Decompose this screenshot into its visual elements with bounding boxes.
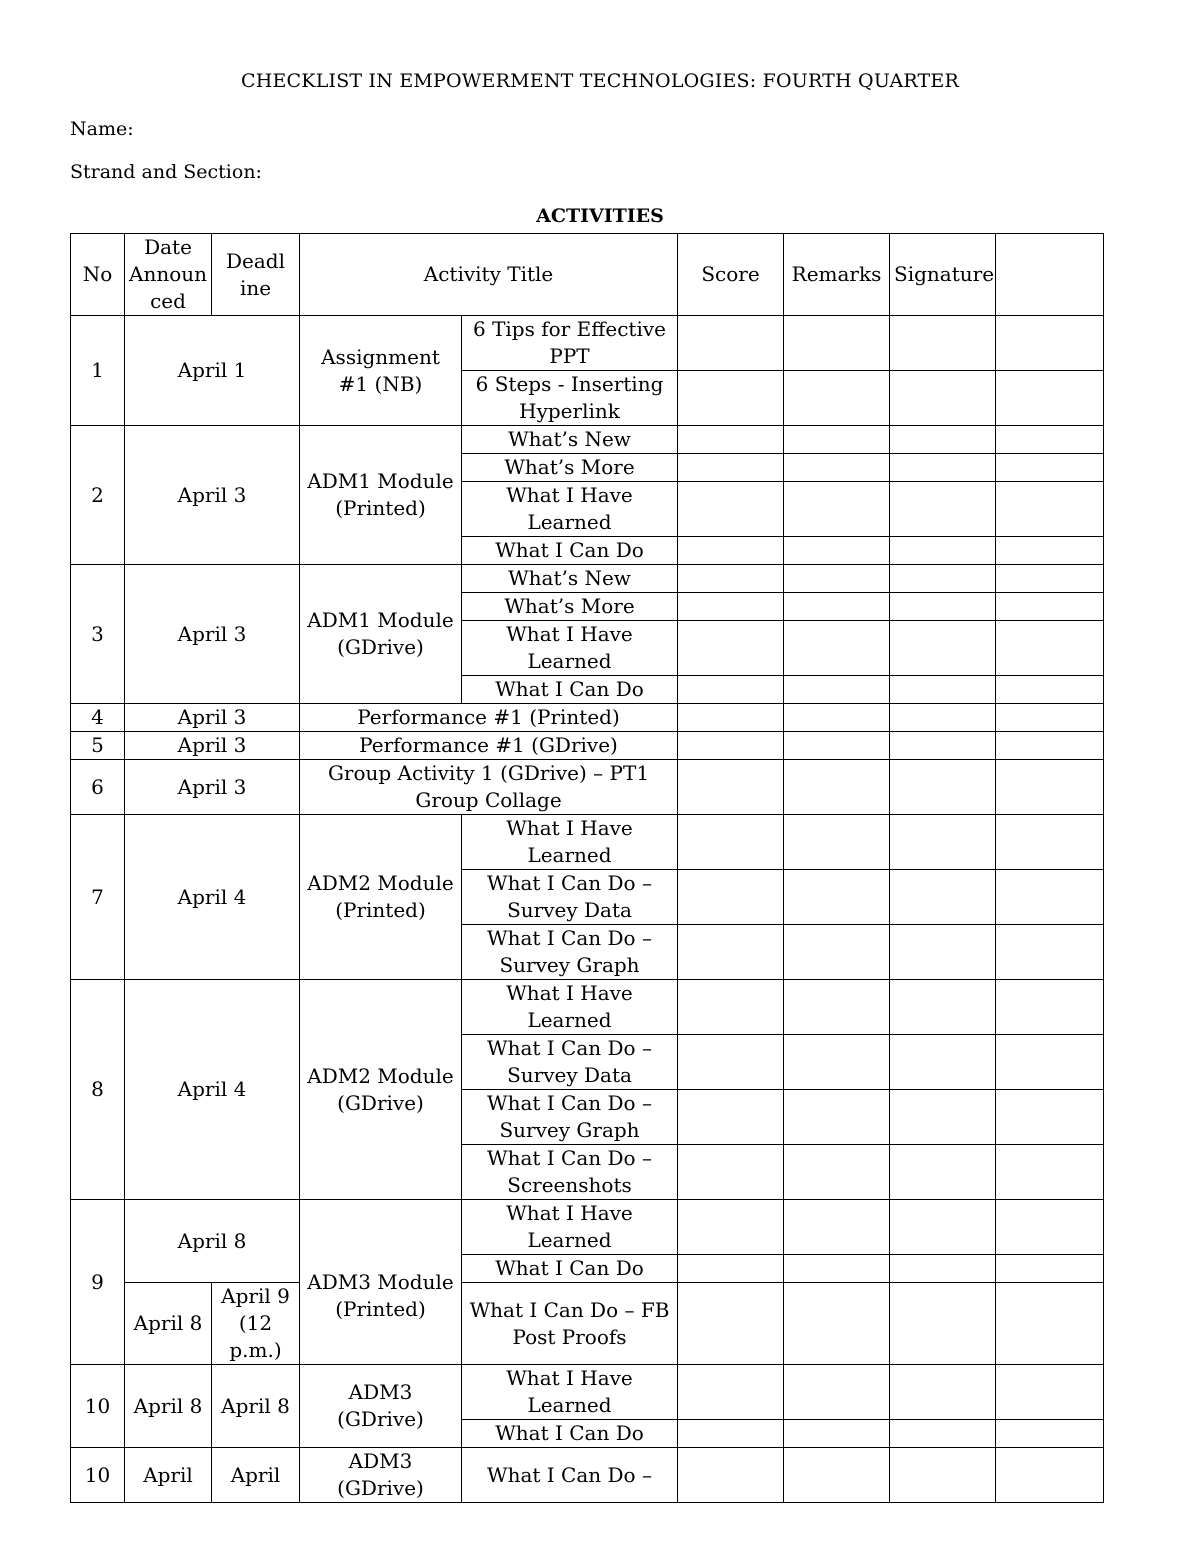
row-number: 9: [71, 1200, 125, 1365]
activity-subtitle: What I Can Do – Survey Graph: [462, 925, 678, 980]
blank-cell[interactable]: [996, 371, 1104, 426]
remarks-cell[interactable]: [784, 925, 890, 980]
activity-subtitle: What I Can Do – Screenshots: [462, 1145, 678, 1200]
remarks-cell[interactable]: [784, 454, 890, 482]
remarks-cell[interactable]: [784, 760, 890, 815]
score-cell[interactable]: [678, 704, 784, 732]
activity-subtitle: What I Can Do: [462, 537, 678, 565]
row-date: April 3: [125, 426, 300, 565]
signature-cell[interactable]: [890, 1035, 996, 1090]
activity-category: ADM1 Module (GDrive): [300, 565, 462, 704]
remarks-cell[interactable]: [784, 704, 890, 732]
remarks-cell[interactable]: [784, 426, 890, 454]
activity-subtitle: What I Have Learned: [462, 1200, 678, 1255]
activity-subtitle: What I Have Learned: [462, 621, 678, 676]
activity-title: Group Activity 1 (GDrive) – PT1 Group Collage: [300, 760, 678, 815]
row-number: 2: [71, 426, 125, 565]
blank-cell[interactable]: [996, 732, 1104, 760]
header-date-announced: Date Announ ced: [125, 234, 212, 316]
name-label: Name:: [70, 118, 134, 140]
header-activity-title: Activity Title: [300, 234, 678, 316]
activity-subtitle: What I Have Learned: [462, 1365, 678, 1420]
activities-table: [70, 233, 1104, 1503]
row-number: 6: [71, 760, 125, 815]
remarks-cell[interactable]: [784, 593, 890, 621]
row-date: April 3: [125, 704, 300, 732]
blank-cell[interactable]: [996, 1200, 1104, 1255]
activity-subtitle: What I Can Do –: [462, 1448, 678, 1503]
remarks-cell[interactable]: [784, 316, 890, 371]
table-row: [71, 426, 1104, 454]
score-cell[interactable]: [678, 1283, 784, 1365]
remarks-cell[interactable]: [784, 676, 890, 704]
remarks-cell[interactable]: [784, 1035, 890, 1090]
activity-subtitle: What I Can Do – Survey Data: [462, 1035, 678, 1090]
blank-cell[interactable]: [996, 870, 1104, 925]
strand-section-label: Strand and Section:: [70, 161, 262, 183]
blank-cell[interactable]: [996, 676, 1104, 704]
signature-cell[interactable]: [890, 925, 996, 980]
remarks-cell[interactable]: [784, 815, 890, 870]
activity-subtitle: What I Have Learned: [462, 482, 678, 537]
table-row: [71, 1448, 1104, 1503]
score-cell[interactable]: [678, 980, 784, 1035]
activity-subtitle: What’s More: [462, 593, 678, 621]
table-row: [71, 815, 1104, 870]
row-date: April 4: [125, 980, 300, 1200]
row-date: April 4: [125, 815, 300, 980]
blank-cell[interactable]: [996, 980, 1104, 1035]
score-cell[interactable]: [678, 371, 784, 426]
score-cell[interactable]: [678, 426, 784, 454]
signature-cell[interactable]: [890, 1255, 996, 1283]
activity-category: ADM3 Module (Printed): [300, 1200, 462, 1365]
row-date: April 1: [125, 316, 300, 426]
activity-subtitle: What’s New: [462, 426, 678, 454]
row-number: 10: [71, 1365, 125, 1448]
activity-category: ADM3 (GDrive): [300, 1365, 462, 1448]
blank-cell[interactable]: [996, 760, 1104, 815]
row-number: 8: [71, 980, 125, 1200]
activity-subtitle: 6 Tips for Effective PPT: [462, 316, 678, 371]
activity-subtitle: What I Can Do: [462, 676, 678, 704]
score-cell[interactable]: [678, 593, 784, 621]
header-blank: [996, 234, 1104, 316]
remarks-cell[interactable]: [784, 1145, 890, 1200]
row-deadline: April 8: [212, 1365, 300, 1448]
blank-cell[interactable]: [996, 593, 1104, 621]
signature-cell[interactable]: [890, 1145, 996, 1200]
activity-title: Performance #1 (GDrive): [300, 732, 678, 760]
score-cell[interactable]: [678, 1448, 784, 1503]
score-cell[interactable]: [678, 676, 784, 704]
table-row: [71, 1200, 1104, 1255]
row-date: April 8: [125, 1200, 300, 1283]
score-cell[interactable]: [678, 1365, 784, 1420]
blank-cell[interactable]: [996, 1365, 1104, 1420]
blank-cell[interactable]: [996, 426, 1104, 454]
signature-cell[interactable]: [890, 371, 996, 426]
signature-cell[interactable]: [890, 1420, 996, 1448]
table-row: [71, 1365, 1104, 1420]
activity-subtitle: What I Have Learned: [462, 815, 678, 870]
remarks-cell[interactable]: [784, 1420, 890, 1448]
table-row: [71, 1283, 1104, 1365]
signature-cell[interactable]: [890, 1090, 996, 1145]
blank-cell[interactable]: [996, 1090, 1104, 1145]
remarks-cell[interactable]: [784, 1365, 890, 1420]
score-cell[interactable]: [678, 454, 784, 482]
row-number: 4: [71, 704, 125, 732]
remarks-cell[interactable]: [784, 1283, 890, 1365]
row-number: 10: [71, 1448, 125, 1503]
activity-subtitle: What’s New: [462, 565, 678, 593]
blank-cell[interactable]: [996, 815, 1104, 870]
table-row: [71, 704, 1104, 732]
remarks-cell[interactable]: [784, 732, 890, 760]
remarks-cell[interactable]: [784, 1200, 890, 1255]
signature-cell[interactable]: [890, 815, 996, 870]
row-deadline: April: [212, 1448, 300, 1503]
signature-cell[interactable]: [890, 1200, 996, 1255]
header-signature: Signature: [890, 234, 996, 316]
score-cell[interactable]: [678, 621, 784, 676]
activities-heading: ACTIVITIES: [536, 205, 664, 227]
signature-cell[interactable]: [890, 482, 996, 537]
header-remarks: Remarks: [784, 234, 890, 316]
signature-cell[interactable]: [890, 760, 996, 815]
remarks-cell[interactable]: [784, 482, 890, 537]
signature-cell[interactable]: [890, 565, 996, 593]
blank-cell[interactable]: [996, 1035, 1104, 1090]
activity-category: ADM2 Module (GDrive): [300, 980, 462, 1200]
score-cell[interactable]: [678, 732, 784, 760]
blank-cell[interactable]: [996, 1420, 1104, 1448]
blank-cell[interactable]: [996, 537, 1104, 565]
signature-cell[interactable]: [890, 537, 996, 565]
blank-cell[interactable]: [996, 704, 1104, 732]
row-announced: April: [125, 1448, 212, 1503]
signature-cell[interactable]: [890, 870, 996, 925]
score-cell[interactable]: [678, 815, 784, 870]
signature-cell[interactable]: [890, 1365, 996, 1420]
signature-cell[interactable]: [890, 676, 996, 704]
row-number: 5: [71, 732, 125, 760]
signature-cell[interactable]: [890, 980, 996, 1035]
remarks-cell[interactable]: [784, 537, 890, 565]
header-deadline: Deadl ine: [212, 234, 300, 316]
score-cell[interactable]: [678, 760, 784, 815]
score-cell[interactable]: [678, 925, 784, 980]
remarks-cell[interactable]: [784, 980, 890, 1035]
score-cell[interactable]: [678, 537, 784, 565]
signature-cell[interactable]: [890, 621, 996, 676]
document-title: CHECKLIST IN EMPOWERMENT TECHNOLOGIES: FOURTH QUARTER: [240, 70, 959, 92]
activity-subtitle: What I Can Do – Survey Data: [462, 870, 678, 925]
remarks-cell[interactable]: [784, 565, 890, 593]
activity-category: ADM2 Module (Printed): [300, 815, 462, 980]
remarks-cell[interactable]: [784, 621, 890, 676]
activity-subtitle: What I Can Do: [462, 1255, 678, 1283]
row-announced: April 8: [125, 1365, 212, 1448]
signature-cell[interactable]: [890, 426, 996, 454]
blank-cell[interactable]: [996, 621, 1104, 676]
blank-cell[interactable]: [996, 316, 1104, 371]
activity-category: Assignment #1 (NB): [300, 316, 462, 426]
remarks-cell[interactable]: [784, 870, 890, 925]
activity-category: ADM3 (GDrive): [300, 1448, 462, 1503]
blank-cell[interactable]: [996, 1283, 1104, 1365]
header-score: Score: [678, 234, 784, 316]
row-announced: April 8: [125, 1283, 212, 1365]
remarks-cell[interactable]: [784, 1090, 890, 1145]
blank-cell[interactable]: [996, 1448, 1104, 1503]
blank-cell[interactable]: [996, 925, 1104, 980]
blank-cell[interactable]: [996, 454, 1104, 482]
remarks-cell[interactable]: [784, 371, 890, 426]
header-row: [71, 234, 1104, 316]
score-cell[interactable]: [678, 1420, 784, 1448]
score-cell[interactable]: [678, 1200, 784, 1255]
score-cell[interactable]: [678, 1255, 784, 1283]
activity-subtitle: What I Can Do: [462, 1420, 678, 1448]
activity-subtitle: What I Can Do – Survey Graph: [462, 1090, 678, 1145]
row-number: 3: [71, 565, 125, 704]
blank-cell[interactable]: [996, 482, 1104, 537]
signature-cell[interactable]: [890, 1448, 996, 1503]
row-deadline: April 9 (12 p.m.): [212, 1283, 300, 1365]
remarks-cell[interactable]: [784, 1255, 890, 1283]
row-date: April 3: [125, 732, 300, 760]
signature-cell[interactable]: [890, 316, 996, 371]
blank-cell[interactable]: [996, 565, 1104, 593]
signature-cell[interactable]: [890, 593, 996, 621]
signature-cell[interactable]: [890, 454, 996, 482]
score-cell[interactable]: [678, 1035, 784, 1090]
table-row: [71, 980, 1104, 1035]
score-cell[interactable]: [678, 870, 784, 925]
signature-cell[interactable]: [890, 732, 996, 760]
table-row: [71, 565, 1104, 593]
table-row: [71, 732, 1104, 760]
activity-category: ADM1 Module (Printed): [300, 426, 462, 565]
activity-subtitle: What I Can Do – FB Post Proofs: [462, 1283, 678, 1365]
score-cell[interactable]: [678, 482, 784, 537]
row-number: 1: [71, 316, 125, 426]
table-row: [71, 760, 1104, 815]
signature-cell[interactable]: [890, 704, 996, 732]
score-cell[interactable]: [678, 1090, 784, 1145]
score-cell[interactable]: [678, 565, 784, 593]
table-row: [71, 316, 1104, 371]
activity-title: Performance #1 (Printed): [300, 704, 678, 732]
header-no: No: [71, 234, 125, 316]
blank-cell[interactable]: [996, 1255, 1104, 1283]
blank-cell[interactable]: [996, 1145, 1104, 1200]
activity-subtitle: What I Have Learned: [462, 980, 678, 1035]
row-date: April 3: [125, 760, 300, 815]
row-number: 7: [71, 815, 125, 980]
signature-cell[interactable]: [890, 1283, 996, 1365]
row-date: April 3: [125, 565, 300, 704]
remarks-cell[interactable]: [784, 1448, 890, 1503]
score-cell[interactable]: [678, 316, 784, 371]
activity-subtitle: 6 Steps - Inserting Hyperlink: [462, 371, 678, 426]
score-cell[interactable]: [678, 1145, 784, 1200]
activity-subtitle: What’s More: [462, 454, 678, 482]
